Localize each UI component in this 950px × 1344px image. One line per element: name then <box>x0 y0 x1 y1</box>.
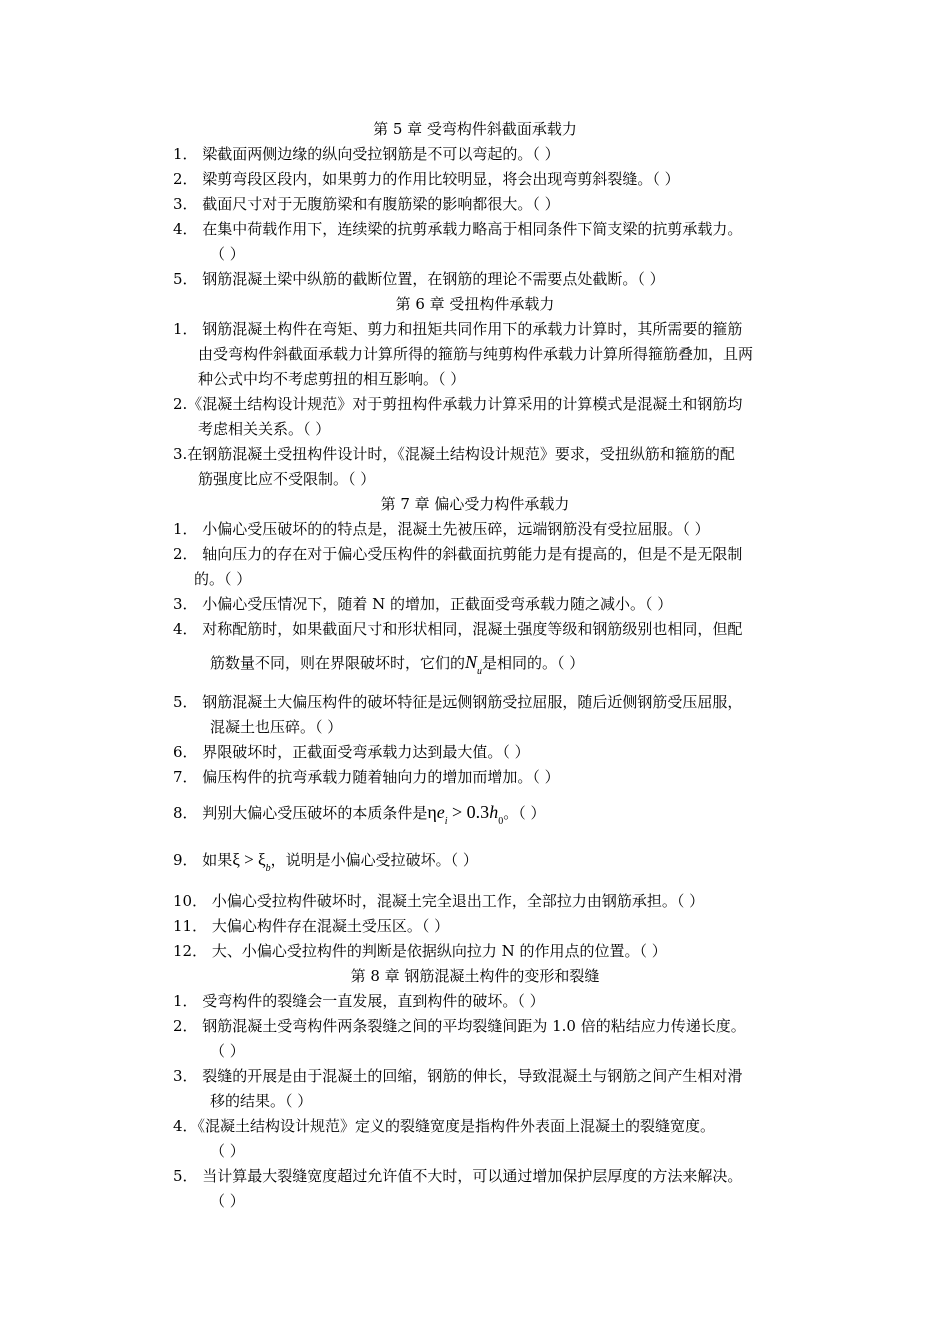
ch7-question-4-line-2: 筋数量不同，则在界限破坏时，它们的$N_u$是相同的。（ ） <box>210 652 585 677</box>
ch7-question-4-line-1: 4． 对称配筋时，如果截面尺寸和形状相同，混凝土强度等级和钢筋级别也相同，但配 <box>173 620 743 638</box>
chapter-8-title: 第 8 章 钢筋混凝土构件的变形和裂缝 <box>350 967 600 985</box>
ch7-question-7: 7． 偏压构件的抗弯承载力随着轴向力的增加而增加。（ ） <box>173 768 560 786</box>
ch7-question-5-line-1: 5． 钢筋混凝土大偏压构件的破坏特征是远侧钢筋受拉屈服，随后近侧钢筋受压屈服， <box>173 693 743 711</box>
ch8-question-3-line-2: 移的结果。（ ） <box>210 1092 313 1110</box>
ch8-question-3-line-1: 3． 裂缝的开展是由于混凝土的回缩，钢筋的伸长，导致混凝土与钢筋之间产生相对滑 <box>173 1067 743 1085</box>
ch8-question-2-line-1: 2． 钢筋混凝土受弯构件两条裂缝之间的平均裂缝间距为 1.0 倍的粘结应力传递长度。 <box>173 1017 746 1035</box>
ch7-question-6: 6． 界限破坏时，正截面受弯承载力达到最大值。（ ） <box>173 743 530 761</box>
chapter-7-title: 第 7 章 偏心受力构件承载力 <box>380 495 570 513</box>
chapter-6-title: 第 6 章 受扭构件承载力 <box>395 295 555 313</box>
ch7-question-10: 10． 小偏心受拉构件破坏时，混凝土完全退出工作，全部拉力由钢筋承担。（ ） <box>173 892 705 910</box>
ch6-question-3-line-1: 3.在钢筋混凝土受扭构件设计时，《混凝土结构设计规范》要求，受扭纵筋和箍筋的配 <box>173 445 735 463</box>
chapter-5-title: 第 5 章 受弯构件斜截面承载力 <box>373 120 577 138</box>
ch7-question-9: 9． 如果$\xi > \xi_b$，说明是小偏心受拉破坏。（ ） <box>173 850 478 874</box>
ch8-question-2-line-2: （ ） <box>210 1042 245 1060</box>
ch7-question-2-line-2: 的。（ ） <box>194 570 252 588</box>
ch6-question-1-line-3: 种公式中均不考虑剪扭的相互影响。（ ） <box>198 370 466 388</box>
ch5-question-2: 2． 梁剪弯段区段内，如果剪力的作用比较明显，将会出现弯剪斜裂缝。（ ） <box>173 170 680 188</box>
ch8-question-5-line-2: （ ） <box>210 1192 245 1210</box>
ch5-question-3: 3． 截面尺寸对于无腹筋梁和有腹筋梁的影响都很大。（ ） <box>173 195 560 213</box>
ch5-question-5: 5． 钢筋混凝土梁中纵筋的截断位置，在钢筋的理论不需要点处截断。（ ） <box>173 270 665 288</box>
ch7-question-12: 12． 大、小偏心受拉构件的判断是依据纵向拉力 N 的作用点的位置。（ ） <box>173 942 667 960</box>
xi-comparison: ξ > ξ <box>232 850 266 869</box>
ch7-question-3: 3． 小偏心受压情况下，随着 N 的增加，正截面受弯承载力随之减小。（ ） <box>173 595 673 613</box>
ch6-question-1-line-1: 1． 钢筋混凝土构件在弯矩、剪力和扭矩共同作用下的承载力计算时，其所需要的箍筋 <box>173 320 743 338</box>
ch6-question-1-line-2: 由受弯构件斜截面承载力计算所得的箍筋与纯剪构件承载力计算所得箍筋叠加，且两 <box>198 345 754 363</box>
ch8-question-5-line-1: 5． 当计算最大裂缝宽度超过允许值不大时，可以通过增加保护层厚度的方法来解决。 <box>173 1167 743 1185</box>
ch6-question-2-line-1: 2.《混凝土结构设计规范》对于剪扭构件承载力计算采用的计算模式是混凝土和钢筋均 <box>173 395 743 413</box>
ch8-question-4-line-1: 4．《混凝土结构设计规范》定义的裂缝宽度是指构件外表面上混凝土的裂缝宽度。 <box>173 1117 716 1135</box>
nu-symbol: N <box>465 652 478 672</box>
ch6-question-3-line-2: 筋强度比应不受限制。（ ） <box>198 470 376 488</box>
ch5-question-4-answer: （ ） <box>210 245 245 263</box>
ch5-question-4: 4． 在集中荷载作用下，连续梁的抗剪承载力略高于相同条件下简支梁的抗剪承载力。 <box>173 220 743 238</box>
eta-symbol: η <box>427 802 437 822</box>
ch7-question-1: 1． 小偏心受压破坏的的特点是，混凝土先被压碎，远端钢筋没有受拉屈服。（ ） <box>173 520 710 538</box>
ch7-question-8: 8． 判别大偏心受压破坏的本质条件是$\eta e_i > 0.3h_0$。（ ） <box>173 802 546 827</box>
ch7-question-11: 11． 大偏心构件存在混凝土受压区。（ ） <box>173 917 450 935</box>
ch5-question-1: 1． 梁截面两侧边缘的纵向受拉钢筋是不可以弯起的。（ ） <box>173 145 560 163</box>
ch7-question-5-line-2: 混凝土也压碎。（ ） <box>210 718 343 736</box>
ch6-question-2-line-2: 考虑相关关系。（ ） <box>198 420 331 438</box>
ch7-question-2-line-1: 2． 轴向压力的存在对于偏心受压构件的斜截面抗剪能力是有提高的，但是不是无限制 <box>173 545 743 563</box>
ch8-question-4-line-2: （ ） <box>210 1142 245 1160</box>
ch8-question-1: 1． 受弯构件的裂缝会一直发展，直到构件的破坏。（ ） <box>173 992 545 1010</box>
